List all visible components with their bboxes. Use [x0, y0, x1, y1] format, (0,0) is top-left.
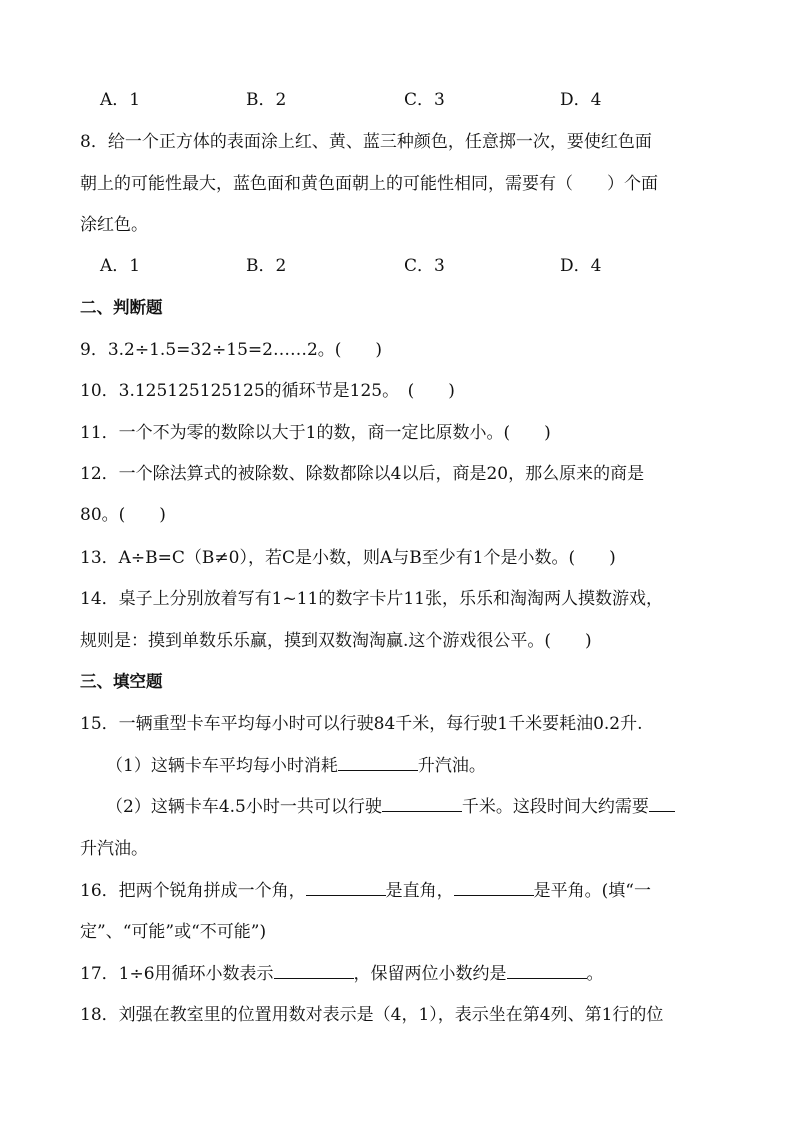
q17-text-c: 。	[586, 964, 604, 984]
q8-option-a: A．1	[100, 256, 141, 276]
q17-text-b: ，保留两位小数约是	[353, 964, 507, 984]
q15-line-1: 15．一辆重型卡车平均每小时可以行驶84千米，每行驶1千米要耗油0.2升.	[80, 714, 643, 734]
q14-line-2: 规则是：摸到单数乐乐赢，摸到双数淘淘赢.这个游戏很公平。( )	[80, 631, 592, 651]
q12-line-2: 80。( )	[80, 505, 166, 525]
q17-blank-2[interactable]	[507, 962, 587, 979]
q16-line-2: 定”、“可能”或“不可能”)	[80, 922, 267, 942]
q15-part-2-text: （2）这辆卡车4.5小时一共可以行驶	[106, 797, 382, 817]
q17-text-a: 17．1÷6用循环小数表示	[80, 964, 274, 984]
q18-line-1: 18．刘强在教室里的位置用数对表示是（4，1），表示坐在第4列、第1行的位	[80, 1005, 664, 1025]
q8-option-b: B．2	[246, 256, 287, 276]
q17-blank-1[interactable]	[274, 962, 354, 979]
q11: 11．一个不为零的数除以大于1的数，商一定比原数小。( )	[80, 423, 551, 443]
q15-blank-3[interactable]	[649, 795, 675, 812]
q16-line-1	[80, 879, 651, 903]
q16-text-a: 16．把两个锐角拼成一个角，	[80, 881, 306, 901]
q16-text-b: 是直角，	[385, 881, 454, 901]
q15-part-2-mid: 千米。这段时间大约需要	[461, 797, 649, 817]
q7-option-d: D．4	[560, 90, 602, 110]
section-heading-judgement: 二、判断题	[80, 298, 163, 317]
section-heading-fill-blank: 三、填空题	[80, 672, 163, 691]
q15-part-2-end: 升汽油。	[80, 839, 148, 859]
q8-line-2: 朝上的可能性最大，蓝色面和黄色面朝上的可能性相同，需要有（ ）个面	[80, 174, 658, 194]
q16-blank-2[interactable]	[454, 879, 534, 896]
q8-line-3: 涂红色。	[80, 215, 148, 235]
q7-option-b: B．2	[246, 90, 287, 110]
q9: 9．3.2÷1.5=32÷15=2……2。( )	[80, 340, 383, 360]
q15-part-1-unit: 升汽油。	[417, 756, 486, 776]
q13: 13．A÷B=C（B≠0），若C是小数，则A与B至少有1个是小数。( )	[80, 548, 616, 568]
q16-text-c: 是平角。(填“一	[533, 881, 651, 901]
q15-part-1	[106, 754, 486, 778]
q7-option-a: A．1	[100, 90, 141, 110]
q14-line-1: 14．桌子上分别放着写有1~11的数字卡片11张，乐乐和淘淘两人摸数游戏，	[80, 589, 663, 609]
q7-option-c: C．3	[404, 90, 445, 110]
q8-option-c: C．3	[404, 256, 445, 276]
q8-option-d: D．4	[560, 256, 602, 276]
q15-part-1-text: （1）这辆卡车平均每小时消耗	[106, 756, 338, 776]
q16-blank-1[interactable]	[306, 879, 386, 896]
q15-blank-2[interactable]	[382, 795, 462, 812]
q15-part-2	[106, 795, 675, 819]
q10: 10．3.125125125125的循环节是125。 ( )	[80, 381, 455, 401]
q8-line-1: 8．给一个正方体的表面涂上红、黄、蓝三种颜色，任意掷一次，要使红色面	[80, 132, 652, 152]
q17	[80, 962, 604, 986]
q12-line-1: 12．一个除法算式的被除数、除数都除以4以后，商是20，那么原来的商是	[80, 464, 645, 484]
q15-blank-1[interactable]	[338, 754, 418, 771]
